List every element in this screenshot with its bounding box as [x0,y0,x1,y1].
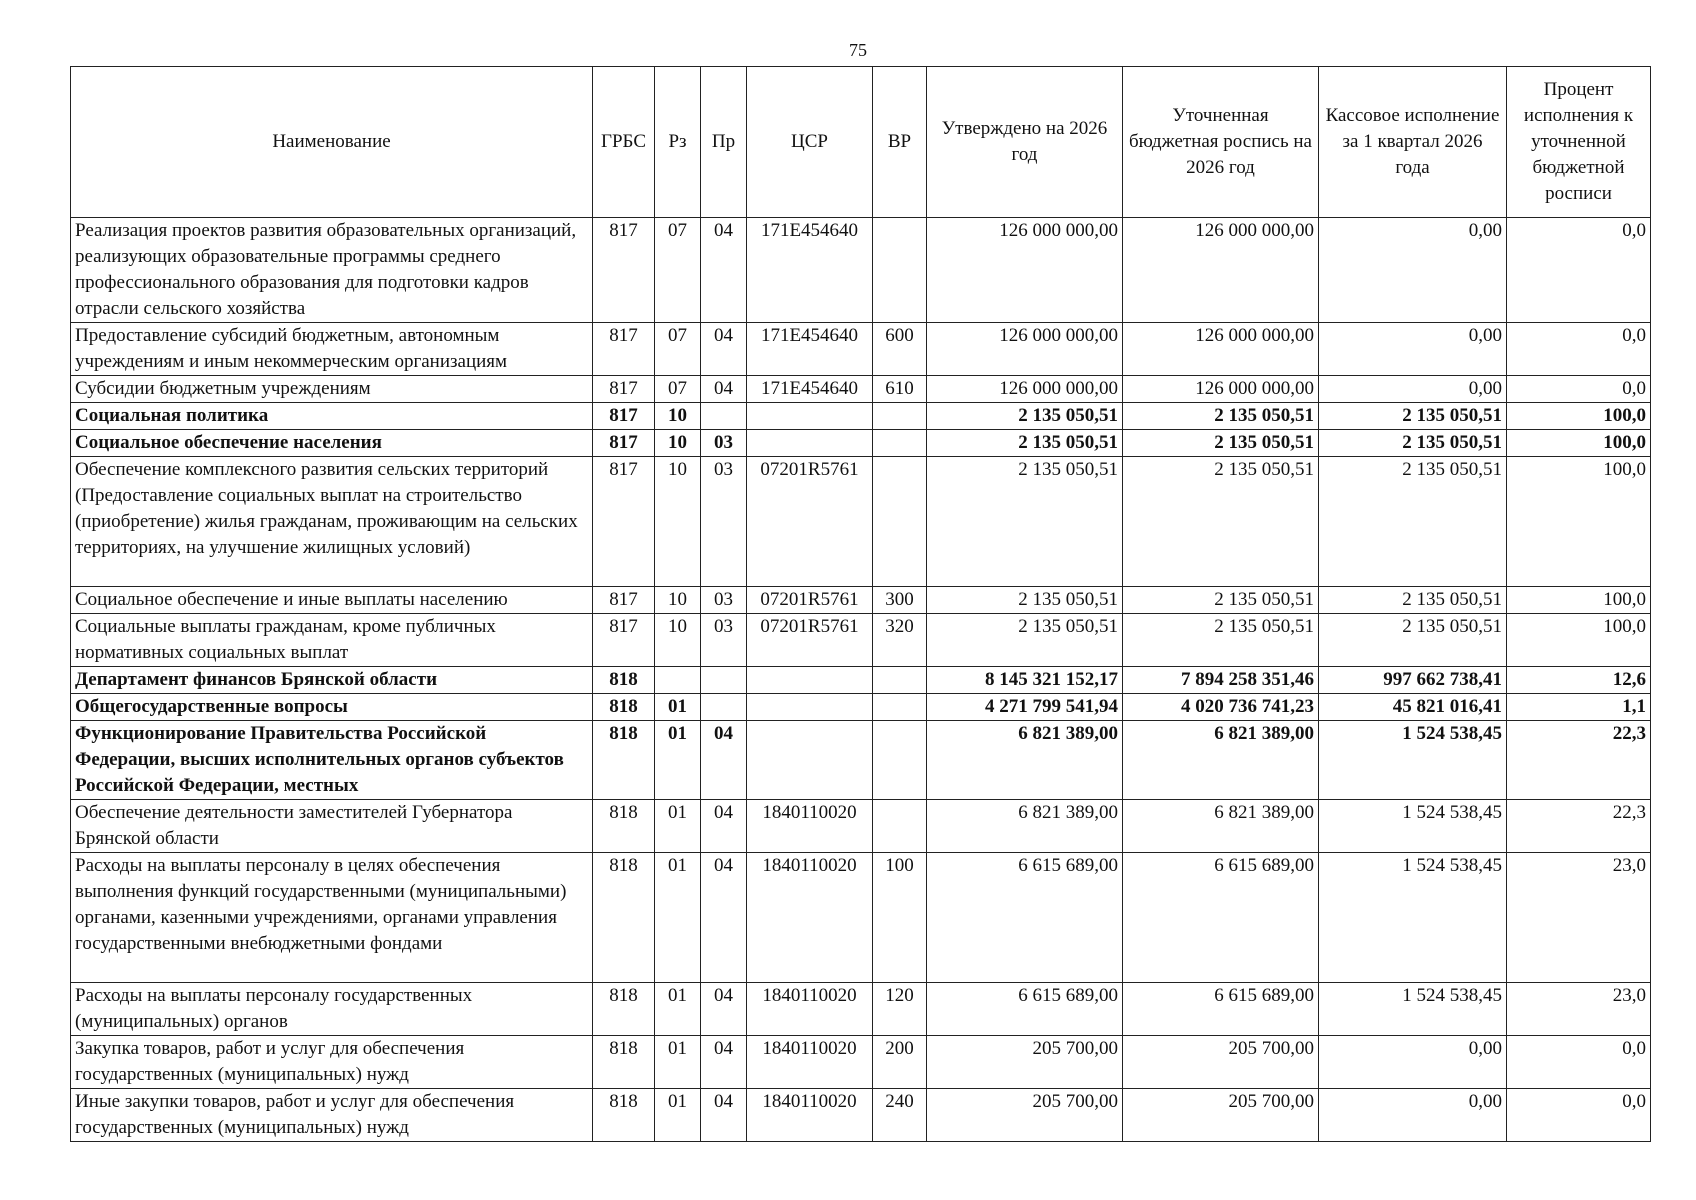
table-row [71,587,1651,614]
header-pr: Пр [701,67,747,218]
cell-rz: 07 [655,376,701,403]
cell-refined: 205 700,00 [1123,1089,1319,1142]
cell-rz: 10 [655,430,701,457]
cell-percent: 0,0 [1507,218,1651,323]
cell-grbs: 817 [593,457,655,587]
cell-pr: 04 [701,376,747,403]
cell-pr: 04 [701,1089,747,1142]
cell-csr: 1840110020 [747,800,873,853]
cell-name: Обеспечение деятельности заместителей Губернатора Брянской области [71,800,593,853]
cell-csr [747,721,873,800]
cell-percent: 1,1 [1507,694,1651,721]
cell-vr [873,430,927,457]
cell-approved: 4 271 799 541,94 [927,694,1123,721]
cell-pr [701,694,747,721]
cell-rz: 10 [655,587,701,614]
cell-csr: 171E454640 [747,323,873,376]
cell-refined: 7 894 258 351,46 [1123,667,1319,694]
cell-name: Социальное обеспечение населения [71,430,593,457]
cell-pr: 03 [701,457,747,587]
cell-pr: 04 [701,721,747,800]
cell-pr: 04 [701,218,747,323]
cell-grbs: 817 [593,430,655,457]
cell-grbs: 818 [593,667,655,694]
cell-csr: 1840110020 [747,1036,873,1089]
cell-rz: 10 [655,614,701,667]
header-grbs: ГРБС [593,67,655,218]
table-row [71,983,1651,1036]
cell-percent: 100,0 [1507,403,1651,430]
cell-approved: 126 000 000,00 [927,323,1123,376]
cell-csr [747,430,873,457]
cell-name: Функционирование Правительства Российской Федерации, высших исполнительных органов субъектов Российской Федерации, местных [71,721,593,800]
cell-grbs: 817 [593,403,655,430]
cell-grbs: 818 [593,1089,655,1142]
cell-vr [873,218,927,323]
table-row [71,1089,1651,1142]
cell-rz: 10 [655,457,701,587]
cell-csr: 1840110020 [747,1089,873,1142]
cell-cash: 0,00 [1319,218,1507,323]
cell-cash: 2 135 050,51 [1319,457,1507,587]
cell-refined: 126 000 000,00 [1123,323,1319,376]
cell-cash: 2 135 050,51 [1319,403,1507,430]
cell-csr: 171E454640 [747,218,873,323]
cell-cash: 2 135 050,51 [1319,430,1507,457]
cell-vr [873,800,927,853]
cell-csr [747,694,873,721]
cell-refined: 6 821 389,00 [1123,721,1319,800]
cell-percent: 23,0 [1507,853,1651,983]
cell-grbs: 818 [593,800,655,853]
cell-approved: 2 135 050,51 [927,403,1123,430]
cell-rz: 01 [655,721,701,800]
cell-vr: 300 [873,587,927,614]
cell-grbs: 817 [593,376,655,403]
cell-percent: 23,0 [1507,983,1651,1036]
cell-approved: 2 135 050,51 [927,587,1123,614]
cell-approved: 6 615 689,00 [927,983,1123,1036]
page-number: 75 [849,40,867,60]
cell-percent: 22,3 [1507,721,1651,800]
cell-refined: 4 020 736 741,23 [1123,694,1319,721]
cell-csr: 07201R5761 [747,457,873,587]
cell-rz: 01 [655,983,701,1036]
cell-refined: 2 135 050,51 [1123,587,1319,614]
header-name: Наименование [71,67,593,218]
cell-name: Расходы на выплаты персоналу государственных (муниципальных) органов [71,983,593,1036]
table-row [71,614,1651,667]
cell-approved: 6 821 389,00 [927,721,1123,800]
cell-grbs: 818 [593,983,655,1036]
cell-rz: 01 [655,853,701,983]
cell-cash: 1 524 538,45 [1319,721,1507,800]
cell-refined: 6 821 389,00 [1123,800,1319,853]
cell-name: Департамент финансов Брянской области [71,667,593,694]
cell-csr: 07201R5761 [747,614,873,667]
cell-vr: 320 [873,614,927,667]
cell-pr: 04 [701,983,747,1036]
cell-name: Закупка товаров, работ и услуг для обеспечения государственных (муниципальных) нужд [71,1036,593,1089]
cell-pr [701,403,747,430]
cell-cash: 1 524 538,45 [1319,983,1507,1036]
table-row [71,800,1651,853]
cell-pr [701,667,747,694]
cell-cash: 0,00 [1319,1089,1507,1142]
cell-vr: 200 [873,1036,927,1089]
table-row [71,430,1651,457]
cell-name: Обеспечение комплексного развития сельских территорий (Предоставление социальных выплат на строительство (приобретение) жилья гражданам, проживающим на сельских территориях, на улучшение жилищных условий) [71,457,593,587]
cell-grbs: 817 [593,218,655,323]
cell-percent: 100,0 [1507,587,1651,614]
cell-refined: 6 615 689,00 [1123,853,1319,983]
cell-percent: 0,0 [1507,1036,1651,1089]
cell-refined: 205 700,00 [1123,1036,1319,1089]
header-vr: ВР [873,67,927,218]
budget-table [70,66,1651,1142]
cell-csr [747,403,873,430]
cell-cash: 0,00 [1319,1036,1507,1089]
cell-vr [873,403,927,430]
cell-vr: 120 [873,983,927,1036]
header-rz: Рз [655,67,701,218]
cell-percent: 100,0 [1507,457,1651,587]
cell-approved: 2 135 050,51 [927,614,1123,667]
cell-refined: 6 615 689,00 [1123,983,1319,1036]
cell-vr [873,457,927,587]
cell-vr [873,694,927,721]
cell-pr: 04 [701,800,747,853]
cell-cash: 2 135 050,51 [1319,614,1507,667]
cell-rz: 01 [655,1036,701,1089]
cell-percent: 12,6 [1507,667,1651,694]
cell-grbs: 817 [593,323,655,376]
header-approved: Утверждено на 2026 год [927,67,1123,218]
cell-approved: 8 145 321 152,17 [927,667,1123,694]
cell-csr: 1840110020 [747,983,873,1036]
cell-percent: 0,0 [1507,323,1651,376]
cell-cash: 1 524 538,45 [1319,800,1507,853]
cell-pr: 03 [701,587,747,614]
cell-vr: 610 [873,376,927,403]
cell-vr: 600 [873,323,927,376]
cell-refined: 126 000 000,00 [1123,376,1319,403]
cell-name: Иные закупки товаров, работ и услуг для обеспечения государственных (муниципальных) нужд [71,1089,593,1142]
cell-refined: 2 135 050,51 [1123,430,1319,457]
cell-refined: 2 135 050,51 [1123,403,1319,430]
cell-grbs: 818 [593,853,655,983]
cell-pr: 04 [701,1036,747,1089]
cell-approved: 2 135 050,51 [927,430,1123,457]
cell-grbs: 817 [593,587,655,614]
cell-cash: 45 821 016,41 [1319,694,1507,721]
cell-pr: 04 [701,323,747,376]
cell-csr: 1840110020 [747,853,873,983]
table-row [71,403,1651,430]
cell-name: Субсидии бюджетным учреждениям [71,376,593,403]
cell-rz: 10 [655,403,701,430]
table-row [71,323,1651,376]
cell-rz: 01 [655,694,701,721]
cell-csr [747,667,873,694]
cell-name: Социальная политика [71,403,593,430]
cell-grbs: 818 [593,694,655,721]
cell-percent: 0,0 [1507,1089,1651,1142]
cell-percent: 100,0 [1507,614,1651,667]
cell-rz: 07 [655,218,701,323]
header-refined: Уточненная бюджетная роспись на 2026 год [1123,67,1319,218]
header-cash: Кассовое исполнение за 1 квартал 2026 года [1319,67,1507,218]
cell-rz: 01 [655,1089,701,1142]
cell-rz [655,667,701,694]
cell-name: Предоставление субсидий бюджетным, автономным учреждениям и иным некоммерческим организациям [71,323,593,376]
cell-cash: 2 135 050,51 [1319,587,1507,614]
cell-vr [873,667,927,694]
table-row [71,667,1651,694]
table-row [71,1036,1651,1089]
cell-refined: 2 135 050,51 [1123,457,1319,587]
cell-pr: 04 [701,853,747,983]
cell-approved: 126 000 000,00 [927,218,1123,323]
cell-name: Реализация проектов развития образовательных организаций, реализующих образовательные программы среднего профессионального образования для подготовки кадров отрасли сельского хозяйства [71,218,593,323]
cell-pr: 03 [701,614,747,667]
cell-csr: 07201R5761 [747,587,873,614]
cell-rz: 01 [655,800,701,853]
cell-csr: 171E454640 [747,376,873,403]
cell-percent: 0,0 [1507,376,1651,403]
header-percent: Процент исполнения к уточненной бюджетной росписи [1507,67,1651,218]
table-body [71,218,1651,1142]
header-csr: ЦСР [747,67,873,218]
cell-approved: 126 000 000,00 [927,376,1123,403]
cell-vr [873,721,927,800]
cell-vr: 100 [873,853,927,983]
cell-grbs: 817 [593,614,655,667]
table-row [71,376,1651,403]
cell-vr: 240 [873,1089,927,1142]
cell-cash: 997 662 738,41 [1319,667,1507,694]
cell-grbs: 818 [593,721,655,800]
cell-name: Социальные выплаты гражданам, кроме публичных нормативных социальных выплат [71,614,593,667]
cell-approved: 205 700,00 [927,1036,1123,1089]
cell-pr: 03 [701,430,747,457]
cell-approved: 6 615 689,00 [927,853,1123,983]
table-row [71,721,1651,800]
table-row [71,457,1651,587]
cell-name: Расходы на выплаты персоналу в целях обеспечения выполнения функций государственными (муниципальными) органами, казенными учреждениями, органами управления государственными внебюджетными фондами [71,853,593,983]
cell-cash: 1 524 538,45 [1319,853,1507,983]
table-row [71,853,1651,983]
cell-cash: 0,00 [1319,323,1507,376]
cell-approved: 205 700,00 [927,1089,1123,1142]
cell-approved: 6 821 389,00 [927,800,1123,853]
cell-name: Общегосударственные вопросы [71,694,593,721]
cell-name: Социальное обеспечение и иные выплаты населению [71,587,593,614]
cell-percent: 22,3 [1507,800,1651,853]
table-row [71,694,1651,721]
cell-rz: 07 [655,323,701,376]
cell-percent: 100,0 [1507,430,1651,457]
table-header-row [71,67,1651,218]
cell-refined: 126 000 000,00 [1123,218,1319,323]
cell-grbs: 818 [593,1036,655,1089]
table-row [71,218,1651,323]
cell-refined: 2 135 050,51 [1123,614,1319,667]
cell-approved: 2 135 050,51 [927,457,1123,587]
cell-cash: 0,00 [1319,376,1507,403]
